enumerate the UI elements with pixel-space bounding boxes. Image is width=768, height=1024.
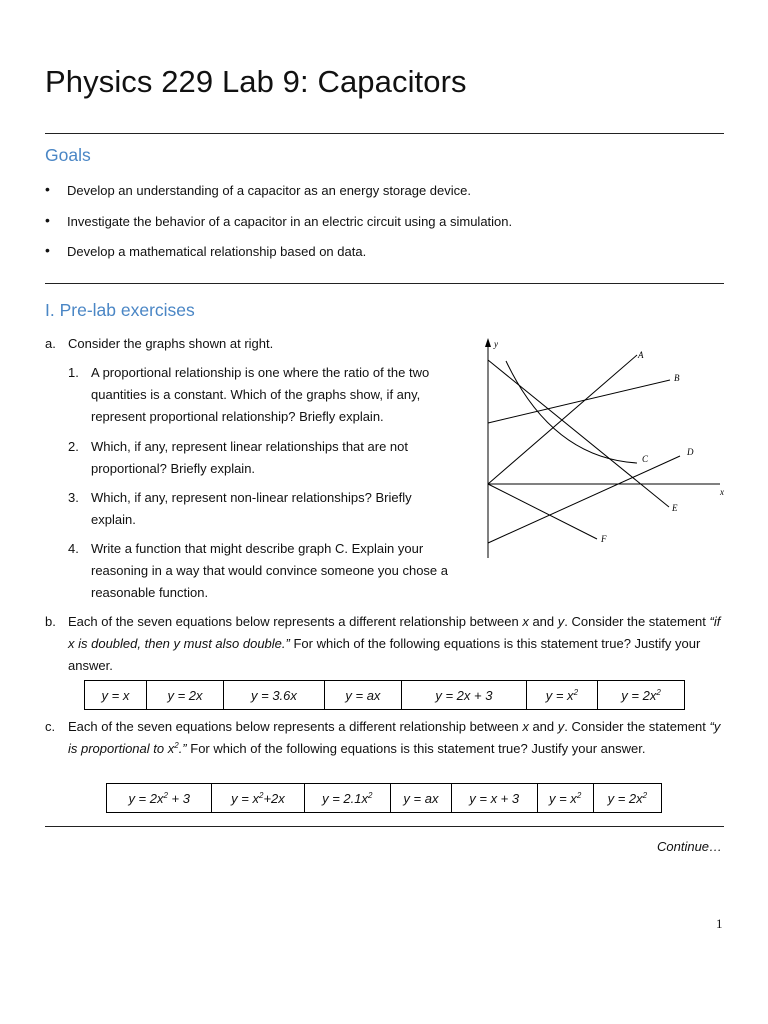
equation-base: y = ax	[345, 687, 381, 703]
text-run: . Consider the statement	[564, 719, 710, 734]
equation-cell	[451, 784, 537, 813]
equation-cell	[598, 681, 685, 710]
goal-item: • Develop an understanding of a capacitor as an energy storage device.	[45, 183, 725, 198]
curve-label-c: C	[642, 454, 649, 464]
y-axis-label: y	[494, 339, 498, 349]
part-b-text	[68, 611, 728, 677]
divider	[45, 826, 724, 827]
equation-row	[85, 681, 685, 710]
curve-f	[488, 484, 597, 539]
goal-item: • Investigate the behavior of a capacitor in an electric circuit using a simulation.	[45, 214, 725, 229]
y-axis-arrow	[485, 338, 491, 347]
equation-exponent: 2	[573, 687, 579, 697]
superscript: 2	[174, 741, 179, 750]
equation-exponent: 2	[642, 790, 648, 800]
variable-x: x	[522, 719, 529, 734]
equation-base: y = 2x	[167, 687, 203, 703]
question-number: 3.	[68, 490, 79, 505]
question-text: Write a function that might describe graph C. Explain your reasoning in a way that would convince someone you chose a reasonable function.	[91, 541, 448, 600]
text-run: and	[528, 719, 558, 734]
equation-exponent: 2	[367, 790, 373, 800]
equation-cell	[402, 681, 527, 710]
equation-cell	[526, 681, 597, 710]
equation-exponent: 2	[163, 790, 168, 800]
curve-e	[488, 360, 669, 507]
part-a-text: Consider the graphs shown at right.	[68, 336, 274, 351]
equation-base: y = ax	[403, 790, 439, 806]
equation-cell	[304, 784, 391, 813]
question-item	[68, 538, 458, 604]
question-number: 4.	[68, 541, 79, 556]
question-item	[68, 487, 458, 531]
equation-tail: +2x	[263, 790, 285, 806]
question-number: 1.	[68, 365, 79, 380]
text-run: For which of the following equations is this statement true? Justify your answer.	[68, 636, 701, 673]
equation-cell	[212, 784, 304, 813]
equation-cell	[146, 681, 223, 710]
text-run: Each of the seven equations below represents a different relationship between	[68, 719, 523, 734]
equation-base: y = x	[548, 790, 577, 806]
equation-cell	[85, 681, 147, 710]
text-run: .”	[178, 741, 187, 756]
curve-label-a: A	[638, 350, 644, 360]
equation-base: y = x + 3	[469, 790, 520, 806]
question-text: Which, if any, represent linear relationships that are not proportional? Briefly explain.	[91, 439, 408, 476]
equation-cell	[224, 681, 325, 710]
curve-label-b: B	[674, 373, 680, 383]
goals-list	[45, 183, 725, 275]
equation-exponent: 2	[258, 790, 264, 800]
text-run: “y is proportional to x	[68, 719, 721, 756]
equation-cell	[593, 784, 661, 813]
variable-y: y	[557, 614, 565, 629]
page-title: Physics 229 Lab 9: Capacitors	[45, 64, 467, 99]
equation-base: y = 2.1x	[322, 790, 368, 806]
equation-base: y = x	[545, 687, 574, 703]
relationship-graph	[472, 333, 732, 563]
equation-base: y = x	[231, 790, 259, 806]
equation-cell	[391, 784, 452, 813]
text-run: . Consider the statement	[564, 614, 710, 629]
equation-base: y = x	[101, 687, 130, 703]
equation-table-b	[84, 680, 685, 710]
text-run: and	[528, 614, 558, 629]
curve-label-f: F	[601, 534, 607, 544]
equation-row	[107, 784, 662, 813]
part-c-text	[68, 716, 728, 760]
text-run: Each of the seven equations below represents a different relationship between	[68, 614, 523, 629]
prelab-heading: I. Pre-lab exercises	[45, 300, 195, 320]
variable-x: x	[522, 614, 529, 629]
equation-cell	[324, 681, 401, 710]
quoted-statement: “if x is doubled, then y must also double.”	[68, 614, 721, 651]
equation-exponent: 2	[656, 687, 661, 697]
curve-label-d: D	[687, 447, 694, 457]
divider	[45, 133, 724, 134]
equation-base: y = 2x	[621, 687, 657, 703]
text-run: For which of the following equations is this statement true? Justify your answer.	[186, 741, 646, 756]
curve-d	[488, 456, 680, 543]
equation-table-c	[106, 783, 662, 813]
equation-cell	[537, 784, 593, 813]
curve-a	[488, 355, 637, 484]
equation-base: y = 2x + 3	[435, 687, 493, 703]
curve-label-e: E	[672, 503, 678, 513]
question-number: 2.	[68, 439, 79, 454]
goal-item: • Develop a mathematical relationship based on data.	[45, 244, 725, 259]
goals-heading: Goals	[45, 145, 91, 165]
part-c-label: c.	[45, 719, 56, 734]
equation-exponent: 2	[576, 790, 582, 800]
divider	[45, 283, 724, 284]
part-a-label: a.	[45, 336, 56, 351]
question-text: Which, if any, represent non-linear relationships? Briefly explain.	[91, 490, 412, 527]
question-item	[68, 362, 458, 428]
equation-base: y = 2x	[607, 790, 643, 806]
equation-base: y = 2x	[128, 790, 164, 806]
equation-cell	[107, 784, 212, 813]
equation-base: y = 3.6x	[251, 687, 297, 703]
x-axis-label: x	[720, 487, 724, 497]
question-item	[68, 436, 458, 480]
part-b-label: b.	[45, 614, 56, 629]
page-number: 1	[716, 916, 723, 931]
variable-y: y	[557, 719, 565, 734]
curve-b	[488, 380, 670, 423]
continue-note: Continue…	[657, 839, 723, 854]
equation-tail: + 3	[167, 790, 190, 806]
question-text: A proportional relationship is one where the ratio of the two quantities is a constant. Which of the graphs show, if any, represent proportional relationship? Briefly explain.	[91, 365, 430, 424]
